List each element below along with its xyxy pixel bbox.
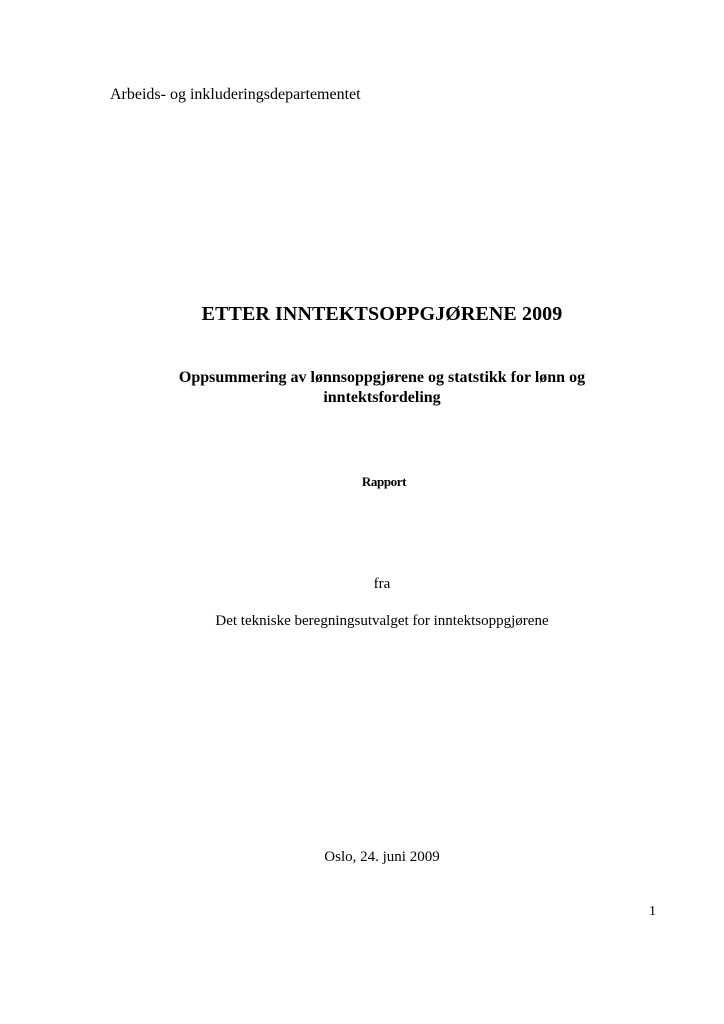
report-label: Rapport <box>361 474 407 489</box>
subtitle-line-2: inntektsfordeling <box>323 389 441 406</box>
place-and-date: Oslo, 24. juni 2009 <box>324 849 440 865</box>
document-title: ETTER INNTEKTSOPPGJØRENE 2009 <box>201 303 563 325</box>
committee-name: Det tekniske beregningsutvalget for inntektsoppgjørene <box>215 613 549 629</box>
document-subtitle <box>0 368 724 408</box>
from-label: fra <box>373 576 391 592</box>
subtitle-line-1: Oppsummering av lønnsoppgjørene og statstikk for lønn og <box>178 369 586 386</box>
page-number: 1 <box>649 904 656 919</box>
department-name: Arbeids- og inkluderingsdepartementet <box>110 86 361 103</box>
